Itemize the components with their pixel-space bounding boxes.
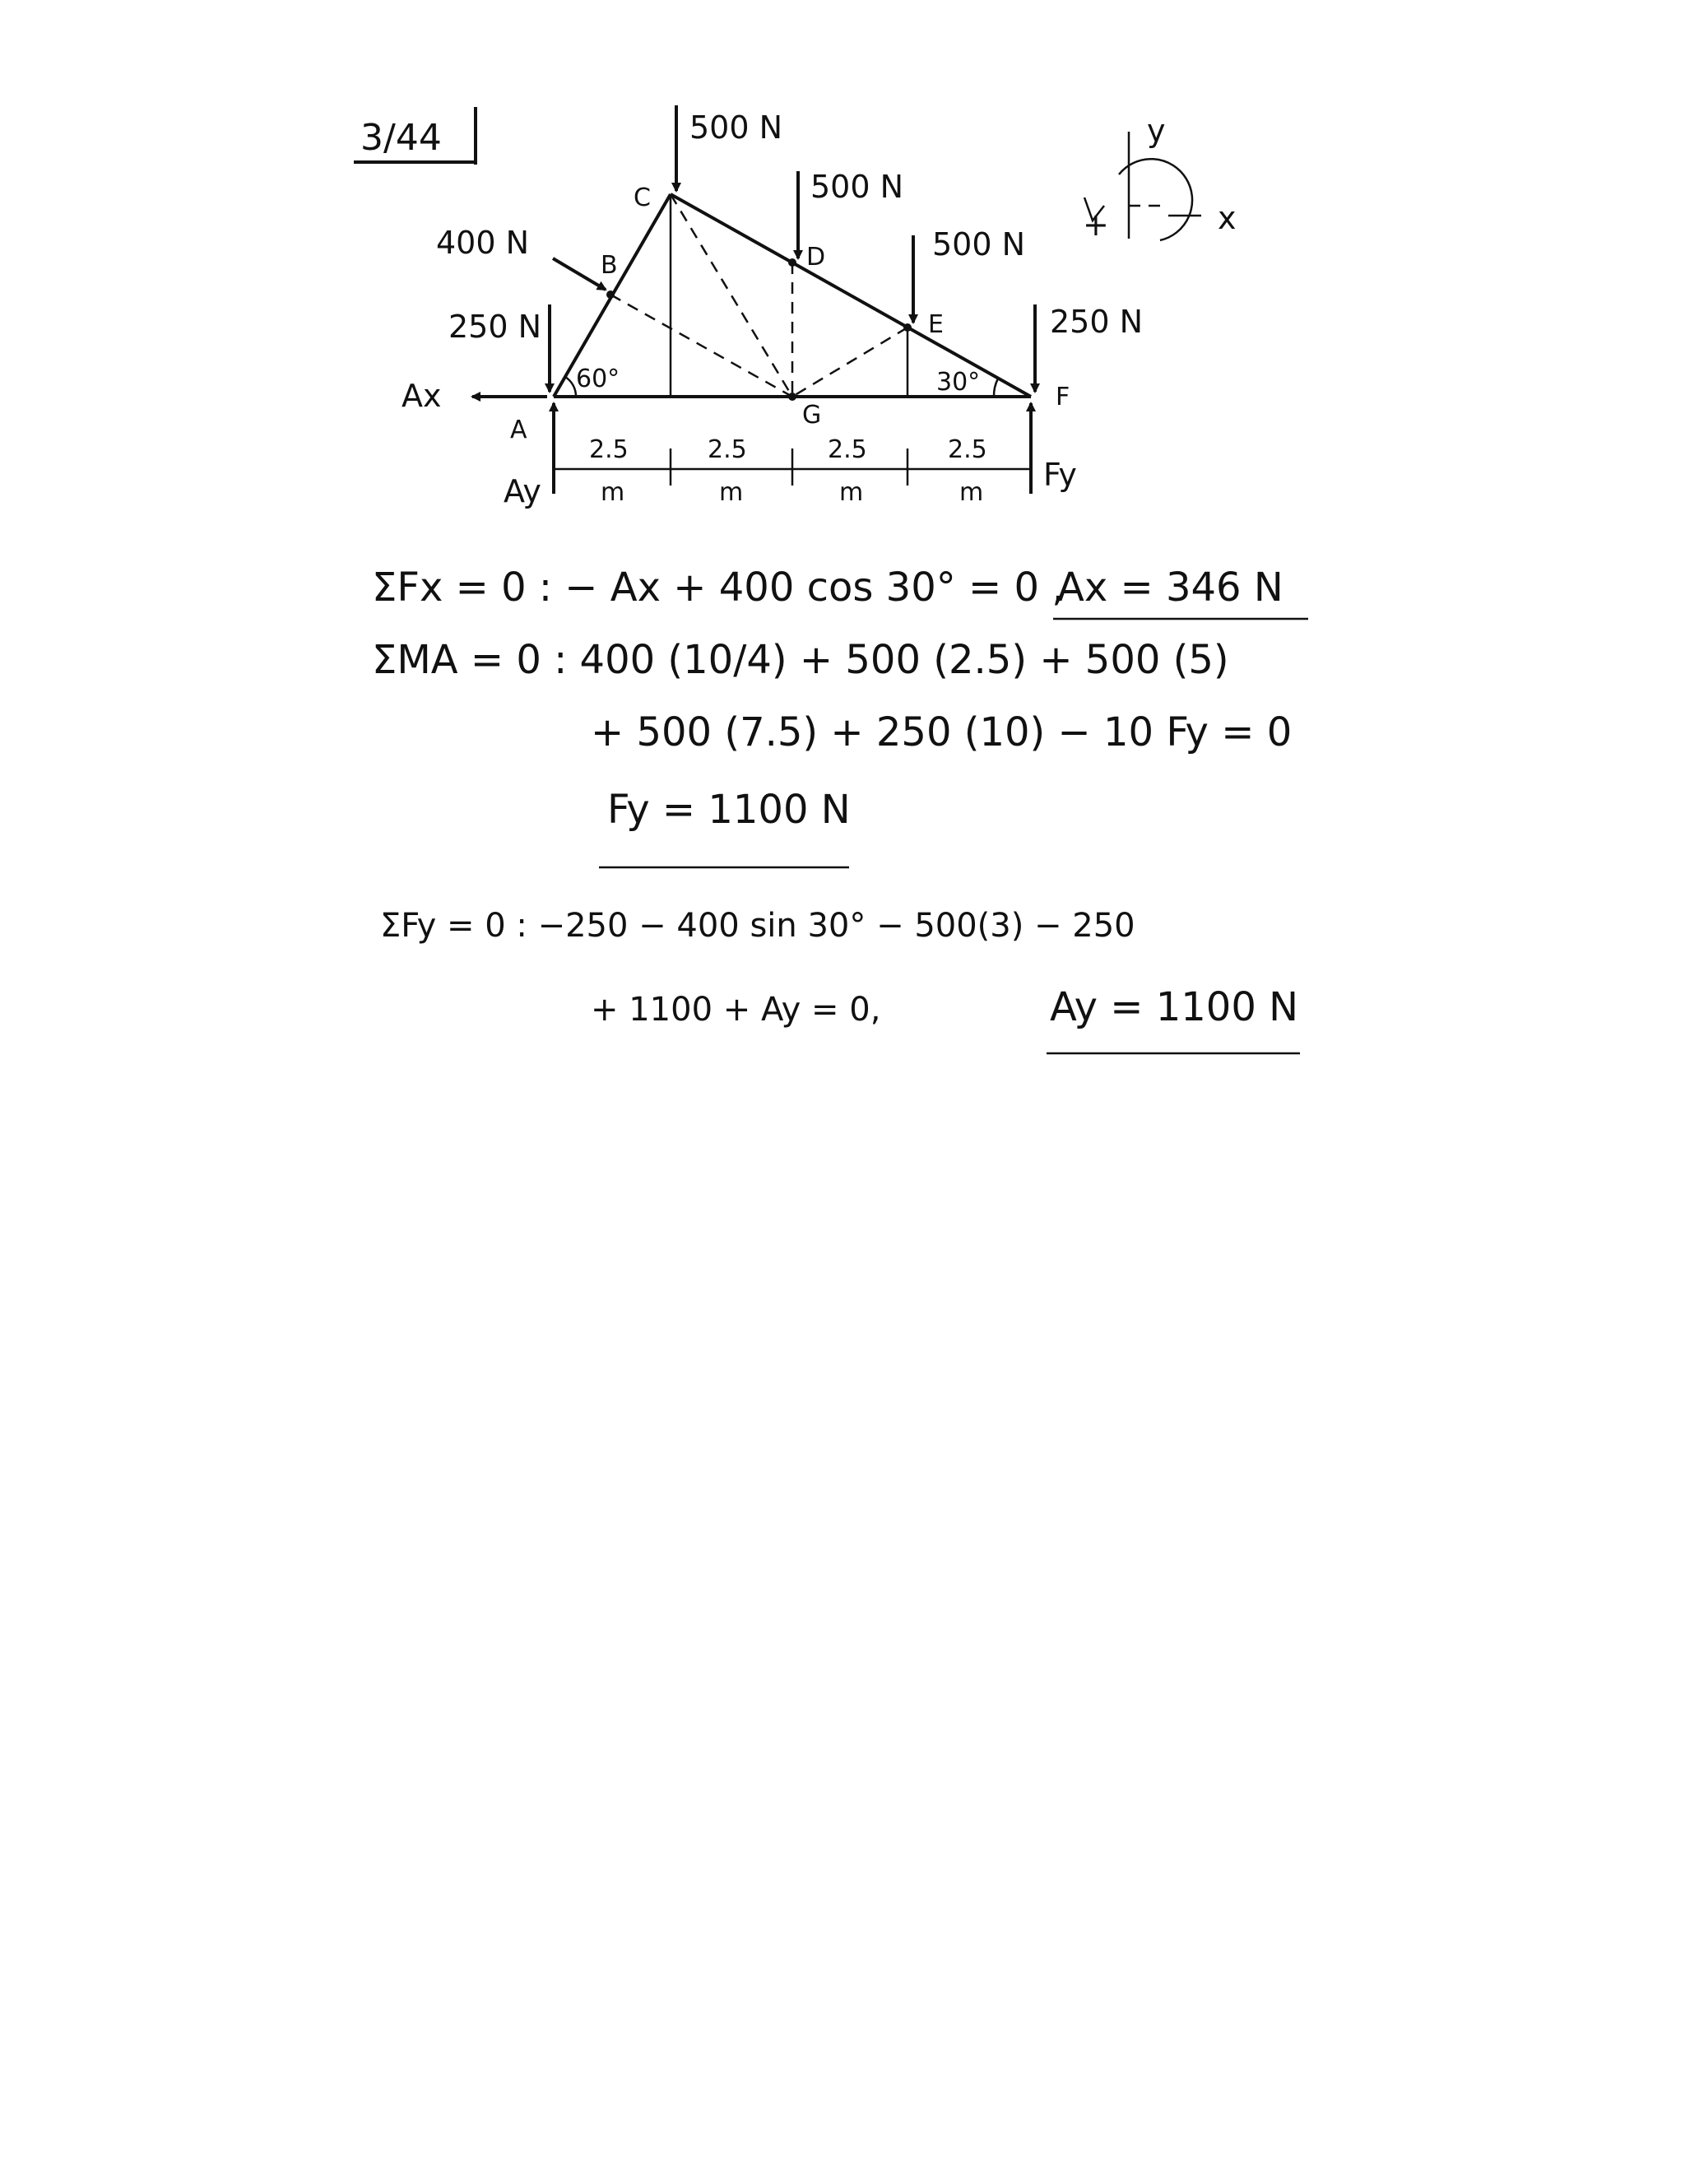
dim-3-value: 2.5 bbox=[828, 435, 867, 464]
eq-sum-fy-2: + 1100 + Ay = 0, bbox=[591, 991, 881, 1029]
node-B: B bbox=[601, 251, 618, 280]
reaction-Fy: Fy bbox=[1043, 457, 1077, 493]
eq-ay-result: Ay = 1100 N bbox=[1050, 984, 1299, 1030]
eq-sum-ma-1: ΣMA = 0 : 400 (10/4) + 500 (2.5) + 500 (5) bbox=[372, 637, 1229, 683]
axis-y-label: y bbox=[1147, 113, 1166, 149]
member-BG bbox=[610, 295, 792, 397]
dimension-line bbox=[554, 435, 1031, 507]
dim-1-value: 2.5 bbox=[589, 435, 629, 464]
axis-x-label: x bbox=[1218, 200, 1237, 236]
node-labels bbox=[510, 184, 1070, 444]
eq-sum-fy-1: ΣFy = 0 : −250 − 400 sin 30° − 500(3) − 250 bbox=[380, 907, 1135, 945]
dim-3-unit: m bbox=[839, 478, 864, 507]
eq-fy-result: Fy = 1100 N bbox=[607, 787, 851, 833]
svg-text:3/44: 3/44 bbox=[360, 117, 442, 159]
joint-E bbox=[903, 323, 912, 332]
problem-number bbox=[354, 107, 476, 165]
dim-1-unit: m bbox=[601, 478, 625, 507]
joint-G bbox=[788, 393, 796, 401]
moment-sign: + bbox=[1083, 207, 1109, 243]
node-G: G bbox=[802, 401, 822, 430]
applied-loads bbox=[436, 105, 1143, 392]
joint-D bbox=[788, 258, 796, 267]
joint-B bbox=[606, 290, 615, 299]
dim-2-unit: m bbox=[719, 478, 744, 507]
node-E: E bbox=[928, 310, 944, 339]
angles bbox=[565, 365, 998, 397]
load-D: 500 N bbox=[810, 169, 904, 205]
member-CG bbox=[671, 194, 792, 397]
load-F: 250 N bbox=[1050, 304, 1144, 340]
dim-4-value: 2.5 bbox=[948, 435, 987, 464]
load-arrow-B bbox=[553, 258, 606, 290]
eq-sum-ma-2: + 500 (7.5) + 250 (10) − 10 Fy = 0 bbox=[591, 709, 1293, 755]
member-EG bbox=[792, 328, 907, 397]
eq-sum-fx: ΣFx = 0 : − Ax + 400 cos 30° = 0 , bbox=[372, 565, 1065, 611]
reaction-Ay: Ay bbox=[504, 473, 541, 509]
angle-A: 60° bbox=[576, 365, 620, 393]
member-CF bbox=[671, 194, 1031, 397]
eq-ax-result: Ax = 346 N bbox=[1057, 565, 1283, 611]
equations bbox=[372, 565, 1308, 1053]
node-F: F bbox=[1056, 383, 1070, 411]
reaction-Ax: Ax bbox=[402, 378, 442, 414]
node-A: A bbox=[510, 416, 527, 444]
load-A: 250 N bbox=[448, 309, 542, 345]
load-E: 500 N bbox=[932, 226, 1026, 263]
load-C: 500 N bbox=[689, 109, 783, 146]
load-B: 400 N bbox=[436, 225, 530, 261]
dim-4-unit: m bbox=[959, 478, 984, 507]
angle-F: 30° bbox=[936, 368, 981, 397]
node-D: D bbox=[806, 243, 826, 272]
dim-2-value: 2.5 bbox=[708, 435, 747, 464]
axes-symbol bbox=[1083, 113, 1237, 243]
node-C: C bbox=[634, 184, 651, 212]
